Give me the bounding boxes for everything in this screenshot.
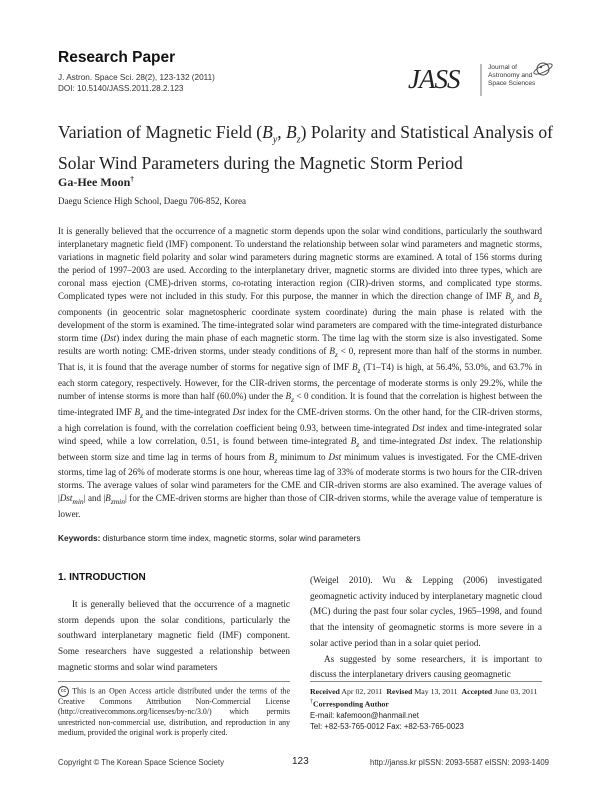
planet-icon <box>532 58 554 80</box>
keywords <box>58 533 542 543</box>
logo-subtitle-1: Journal of <box>488 64 517 71</box>
section-heading-introduction: 1. INTRODUCTION <box>58 572 146 583</box>
intro-right-column <box>310 573 542 683</box>
logo-text: JASS <box>408 64 460 94</box>
issn-info: http://janss.kr pISSN: 2093-5587 eISSN: 2093-1409 <box>370 758 550 767</box>
author-email: E-mail: kafemoon@hanmail.net <box>310 711 419 720</box>
keywords-label: Keywords: <box>58 533 101 543</box>
keywords-text: disturbance storm time index, magnetic storms, solar wind parameters <box>102 533 361 543</box>
copyright: Copyright © The Korean Space Science Society <box>58 758 224 767</box>
journal-logo <box>408 62 558 102</box>
divider <box>310 681 542 682</box>
logo-subtitle-3: Space Sciences <box>488 80 536 87</box>
abstract: It is generally believed that the occurrence of a magnetic storm depends upon the solar wind conditions, particularly the southward interplanetary magnetic field (IMF) component. To understand the relationship between solar wind parameters and magnetic storms, variations in magnetic field polarity and solar wind parameters during magnetic storms are examined. A total of 156 storms during the period of 1997–2003 are used. According to the interplanetary driver, magnetic storms are divided into three types, which are coronal mass ejection (CME)-driven storms, co-rotating interaction region (CIR)-driven storms, and complicated type storms. Complicated types were not included in this study. For this purpose, the manner in which the direction change of IMF $B_y$ and $B_z$ components (in geocentric solar magnetospheric coordinate system coordinate) during the main phase is related with the development of the storm is examined. The time-integrated solar wind parameters are compared with the time-integrated disturbance storm time (Dst) index during the main phase of each magnetic storm. The time lag with the storm size is also investigated. Some results are worth noting: CME-driven storms, under steady conditions of $B_z < 0$, represent more than half of the storms in number. That is, it is found that the average number of storms for negative sign of IMF $B_z$ (T1–T4) is high, at 56.4%, 53.0%, and 63.7% in each storm category, respectively. However, for the CIR-driven storms, the percentage of moderate storms is only 29.2%, while the number of intense storms is more than half (60.0%) under the $B_z < 0$ condition. It is found that the correlation is highest between the time-integrated IMF $B_z$ and the time-integrated Dst index for the CME-driven storms. On the other hand, for the CIR-driven storms, a high correlation is found, with the correlation coefficient being 0.93, between time-integrated Dst index and time-integrated solar wind speed, while a low correlation, 0.51, is found between time-integrated $B_z$ and time-integrated Dst index. The relationship between storm size and time lag in terms of hours from $B_z$ minimum to Dst minimum values is investigated. For the CME-driven storms, time lag of 26% of moderate storms is one hour, whereas time lag of 33% of moderate storms is two hours for the CIR-driven storms. The average values of solar wind parameters for the CME and CIR-driven storms are also examined. The average values of |Dst$_{min}$| and $|B_{zmin}|$ for the CME-driven storms are higher than those of CIR-driven storms, while the average value of temperature is lower. <box>58 226 543 520</box>
corresponding-author-label: †Corresponding Author <box>310 699 389 709</box>
affiliation: Daegu Science High School, Daegu 706-852, Korea <box>58 196 246 206</box>
creative-commons-icon: cc <box>58 686 69 697</box>
logo-divider-icon <box>480 64 482 96</box>
intro-left-paragraph: It is generally believed that the occurrence of a magnetic storm depends upon the solar conditions, particularly the southward interplanetary magnetic field (IMF) component. Some researchers have suggested a relationship between magnetic storms and solar wind parameters <box>58 599 290 672</box>
intro-right-paragraph-2: As suggested by some researchers, it is important to discuss the interplanetary drivers causing geomagnetic <box>310 653 542 680</box>
article-dates: Received Apr 02, 2011 Revised May 13, 2011 Accepted June 03, 2011 <box>310 687 538 696</box>
paper-title: Variation of Magnetic Field ($B_y$, $B_z$) Polarity and Statistical Analysis of Solar Wind Parameters during the Magnetic Storm Period <box>58 122 553 173</box>
divider <box>58 681 290 682</box>
section-label: Research Paper <box>58 49 176 66</box>
page-number: 123 <box>292 756 309 767</box>
intro-right-paragraph-1: (Weigel 2010). Wu & Lepping (2006) investigated geomagnetic activity induced by interplanetary magnetic cloud (MC) during the past four solar cycles, 1965–1998, and found that the intensity of geomagnetic storms is more severe in a solar active period than in a solar quiet period. <box>310 575 542 648</box>
author-name: Ga-Hee Moon† <box>58 175 134 189</box>
logo-subtitle-2: Astronomy and <box>488 72 533 79</box>
open-access-notice: cc This is an Open Access article distributed under the terms of the Creative Commons Attribution Non-Commercial License (http://creativecommons.org/licenses/by-nc/3.0/) which permits unrestricted non-commercial use, distribution, and reproduction in any medium, provided the original work is properly cited. <box>58 686 290 738</box>
article-meta <box>310 686 550 732</box>
citation: J. Astron. Space Sci. 28(2), 123-132 (2011) <box>58 73 215 82</box>
author-phone-fax: Tel: +82-53-765-0012 Fax: +82-53-765-0023 <box>310 722 464 732</box>
doi: DOI: 10.5140/JASS.2011.28.2.123 <box>58 84 184 93</box>
